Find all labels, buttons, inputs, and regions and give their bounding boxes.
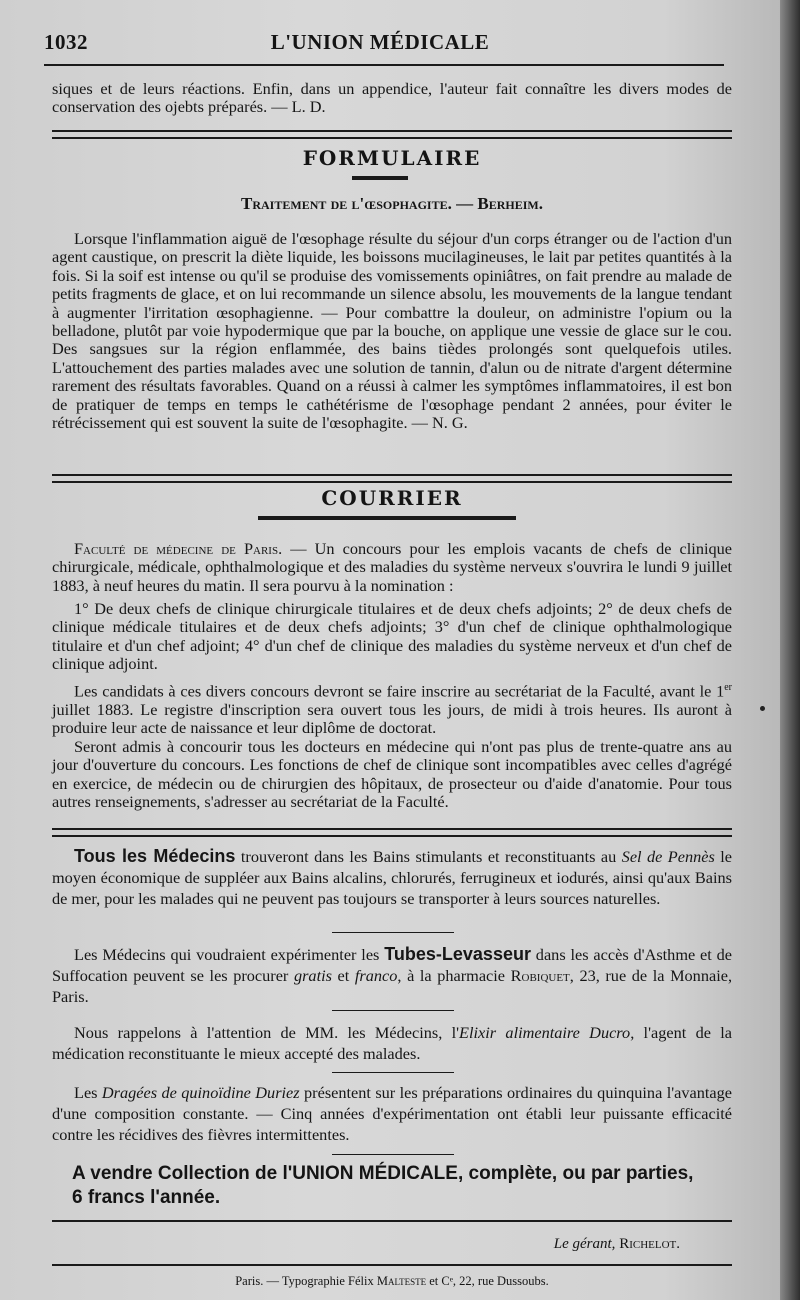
section-title-courrier: COURRIER	[321, 486, 463, 510]
journal-title: L'UNION MÉDICALE	[270, 30, 490, 54]
courrier-paragraph-2: 1° De deux chefs de clinique chirurgicale titulaires et de deux chefs adjoints; 2° de deux chefs de clinique médicale titulaires et de deux chefs adjoints; 3° d'un chef de clinique ophthalmologique titulaire et d'un chef adjoint; 4° d'un chef de clinique des maladies du système nerveux et d'un chef de clinique adjoint.	[52, 599, 732, 674]
ad1-text-b: le moyen économique de suppléer aux Bains alcalins, chlorurés, ferrugineux et iodurés, ainsi qu'aux Bains de mer, pour les malades qui ne peuvent pas toujours se transporter à leurs sources naturelles.	[52, 847, 732, 908]
ad-separator	[332, 932, 454, 933]
ad-separator	[332, 1010, 454, 1011]
footer-rule	[52, 1264, 732, 1266]
ad2-text-c: et	[331, 966, 355, 985]
ad2-text-e: , 23, rue de la Monnaie, Paris.	[52, 966, 733, 1006]
gerant-signature	[440, 1236, 680, 1253]
section-divider	[52, 130, 732, 139]
gerant-name: Richelot.	[619, 1236, 680, 1252]
ad3-product: Elixir alimentaire Ducro	[459, 1023, 631, 1042]
ad-sel-de-pennes	[52, 846, 732, 909]
header-rule	[44, 64, 724, 66]
ad2-gratis: gratis	[293, 966, 332, 985]
ad2-text-a: Les Médecins qui voudraient expérimenter les	[74, 945, 385, 964]
printer-text-b: et Cᵉ, 22, rue Dussoubs.	[426, 1274, 549, 1288]
vente-line-1: A vendre Collection de l'UNION MÉDICALE, complète, ou par parties,	[72, 1163, 694, 1184]
section-divider	[52, 474, 732, 483]
courrier-p1-text: — Un concours pour les emplois vacants de chefs de clinique chirurgicale, médicale, ophthalmologique et des maladies du système nerveux s'ouvrira le lundi 9 juillet 1883, à neuf heures du matin. Il sera pourvu à la nomination :	[52, 539, 732, 595]
ad4-product: Dragées de quinoïdine Duriez	[101, 1083, 300, 1102]
title-underline	[258, 516, 516, 520]
ad-dragees-duriez	[52, 1082, 732, 1145]
courrier-p3-b: juillet 1883. Le registre d'inscription sera ouvert tous les jours, de midi à trois heures. Ils auront à produire leur acte de naissance et leur diplôme de doctorat.	[52, 699, 732, 738]
ad1-product: Sel de Pennès	[621, 847, 715, 866]
book-spine-edge	[780, 0, 800, 1300]
ad-elixir-ducro	[52, 1022, 732, 1064]
courrier-lead: Faculté de médecine de Paris.	[74, 539, 283, 558]
ad1-lead: Tous les Médecins	[74, 846, 236, 866]
ad2-franco: franco	[354, 966, 398, 985]
courrier-p3-a: Les candidats à ces divers concours devront se faire inscrire au secrétariat de la Faculté, avant le 1	[74, 681, 725, 701]
ad2-product: Tubes-Levasseur	[384, 944, 531, 964]
ad4-text-a: Les	[74, 1083, 102, 1102]
courrier-p3-sup: er	[724, 682, 732, 693]
ad4-text-b: présentent sur les préparations ordinaires du quinquina l'avantage d'une composition constante. — Cinq années d'expérimentation ont établi leur puissante efficacité contre les récidives des fièvres intermittentes.	[52, 1083, 733, 1144]
ad3-text-b: , l'agent de la médication reconstituante le mieux accepté des malades.	[52, 1023, 732, 1063]
printer-text-a: Paris. — Typographie Félix	[235, 1274, 377, 1288]
ad2-text-d: , à la pharmacie	[397, 966, 511, 985]
intro-paragraph: siques et de leurs réactions. Enfin, dans un appendice, l'auteur fait connaître les divers modes de conservation des ojebts préparés. — L. D.	[52, 79, 732, 117]
courrier-paragraph-3	[52, 679, 732, 738]
ad1-text-a: trouveront dans les Bains stimulants et reconstituants au	[235, 847, 622, 866]
section-title-formulaire: FORMULAIRE	[302, 146, 482, 170]
ink-dot	[760, 706, 765, 711]
article-subtitle-text: Traitement de l'œsophagite. — Berheim.	[241, 194, 543, 213]
page-number: 1032	[44, 30, 88, 54]
ad-separator	[332, 1154, 454, 1155]
ad-collection-for-sale	[60, 1162, 740, 1210]
ad2-text-b: dans les accès d'Asthme et de Suffocation peuvent se les procurer	[52, 945, 733, 985]
gerant-label: Le gérant,	[553, 1236, 616, 1252]
article-subtitle	[52, 194, 732, 214]
title-underline	[352, 176, 408, 180]
section-divider	[52, 828, 732, 837]
ad-separator	[332, 1072, 454, 1073]
ad3-text-a: Nous rappelons à l'attention de MM. les Médecins, l'	[74, 1023, 460, 1042]
formulaire-body: Lorsque l'inflammation aiguë de l'œsophage résulte du séjour d'un corps étranger ou de l'action d'un agent caustique, on prescrit la diète liquide, les boissons mucilagineuses, le lait par petites quantités à la fois. Si la soif est intense ou qu'il se produise des vomissements opiniâtres, on fait prendre au malade de petits fragments de glace, et on lui recommande un silence absolu, les mouvements de la langue tendant à augmenter l'irritation œsophagienne. — Pour combattre la douleur, on administre l'opium ou la belladone, plutôt par voie hypodermique que par la bouche, on applique une vessie de glace sur le cou. Des sangsues sur la région enflammée, des bains tièdes prolongés sont quelquefois utiles. L'attouchement des parties malades avec une solution de tannin, d'alun ou de nitrate d'argent détermine rarement des résultats favorables. Quand on a réussi à calmer les symptômes inflammatoires, il est bon de pratiquer de temps en temps le cathétérisme de l'œsophage pendant 2 années, pour éviter le rétrécissement qui est souvent la suite de l'œsophagite. — N. G.	[52, 229, 732, 433]
printer-name: Malteste	[376, 1274, 427, 1288]
vente-line-2: 6 francs l'année.	[72, 1187, 221, 1208]
courrier-paragraph-1	[52, 540, 732, 595]
printer-imprint	[52, 1274, 732, 1289]
footer-rule	[52, 1220, 732, 1222]
ad-tubes-levasseur	[52, 944, 732, 1007]
courrier-paragraph-4: Seront admis à concourir tous les docteurs en médecine qui n'ont pas plus de trente-quatre ans au jour d'ouverture du concours. Les fonctions de chef de clinique sont incompatibles avec celles d'agrégé en exercice, de médecin ou de chirurgien des hôpitaux, de prosecteur ou d'aide d'anatomie. Pour tous autres renseignements, s'adresser au secrétariat de la Faculté.	[52, 737, 732, 812]
ad2-pharmacy: Robiquet	[510, 966, 570, 985]
